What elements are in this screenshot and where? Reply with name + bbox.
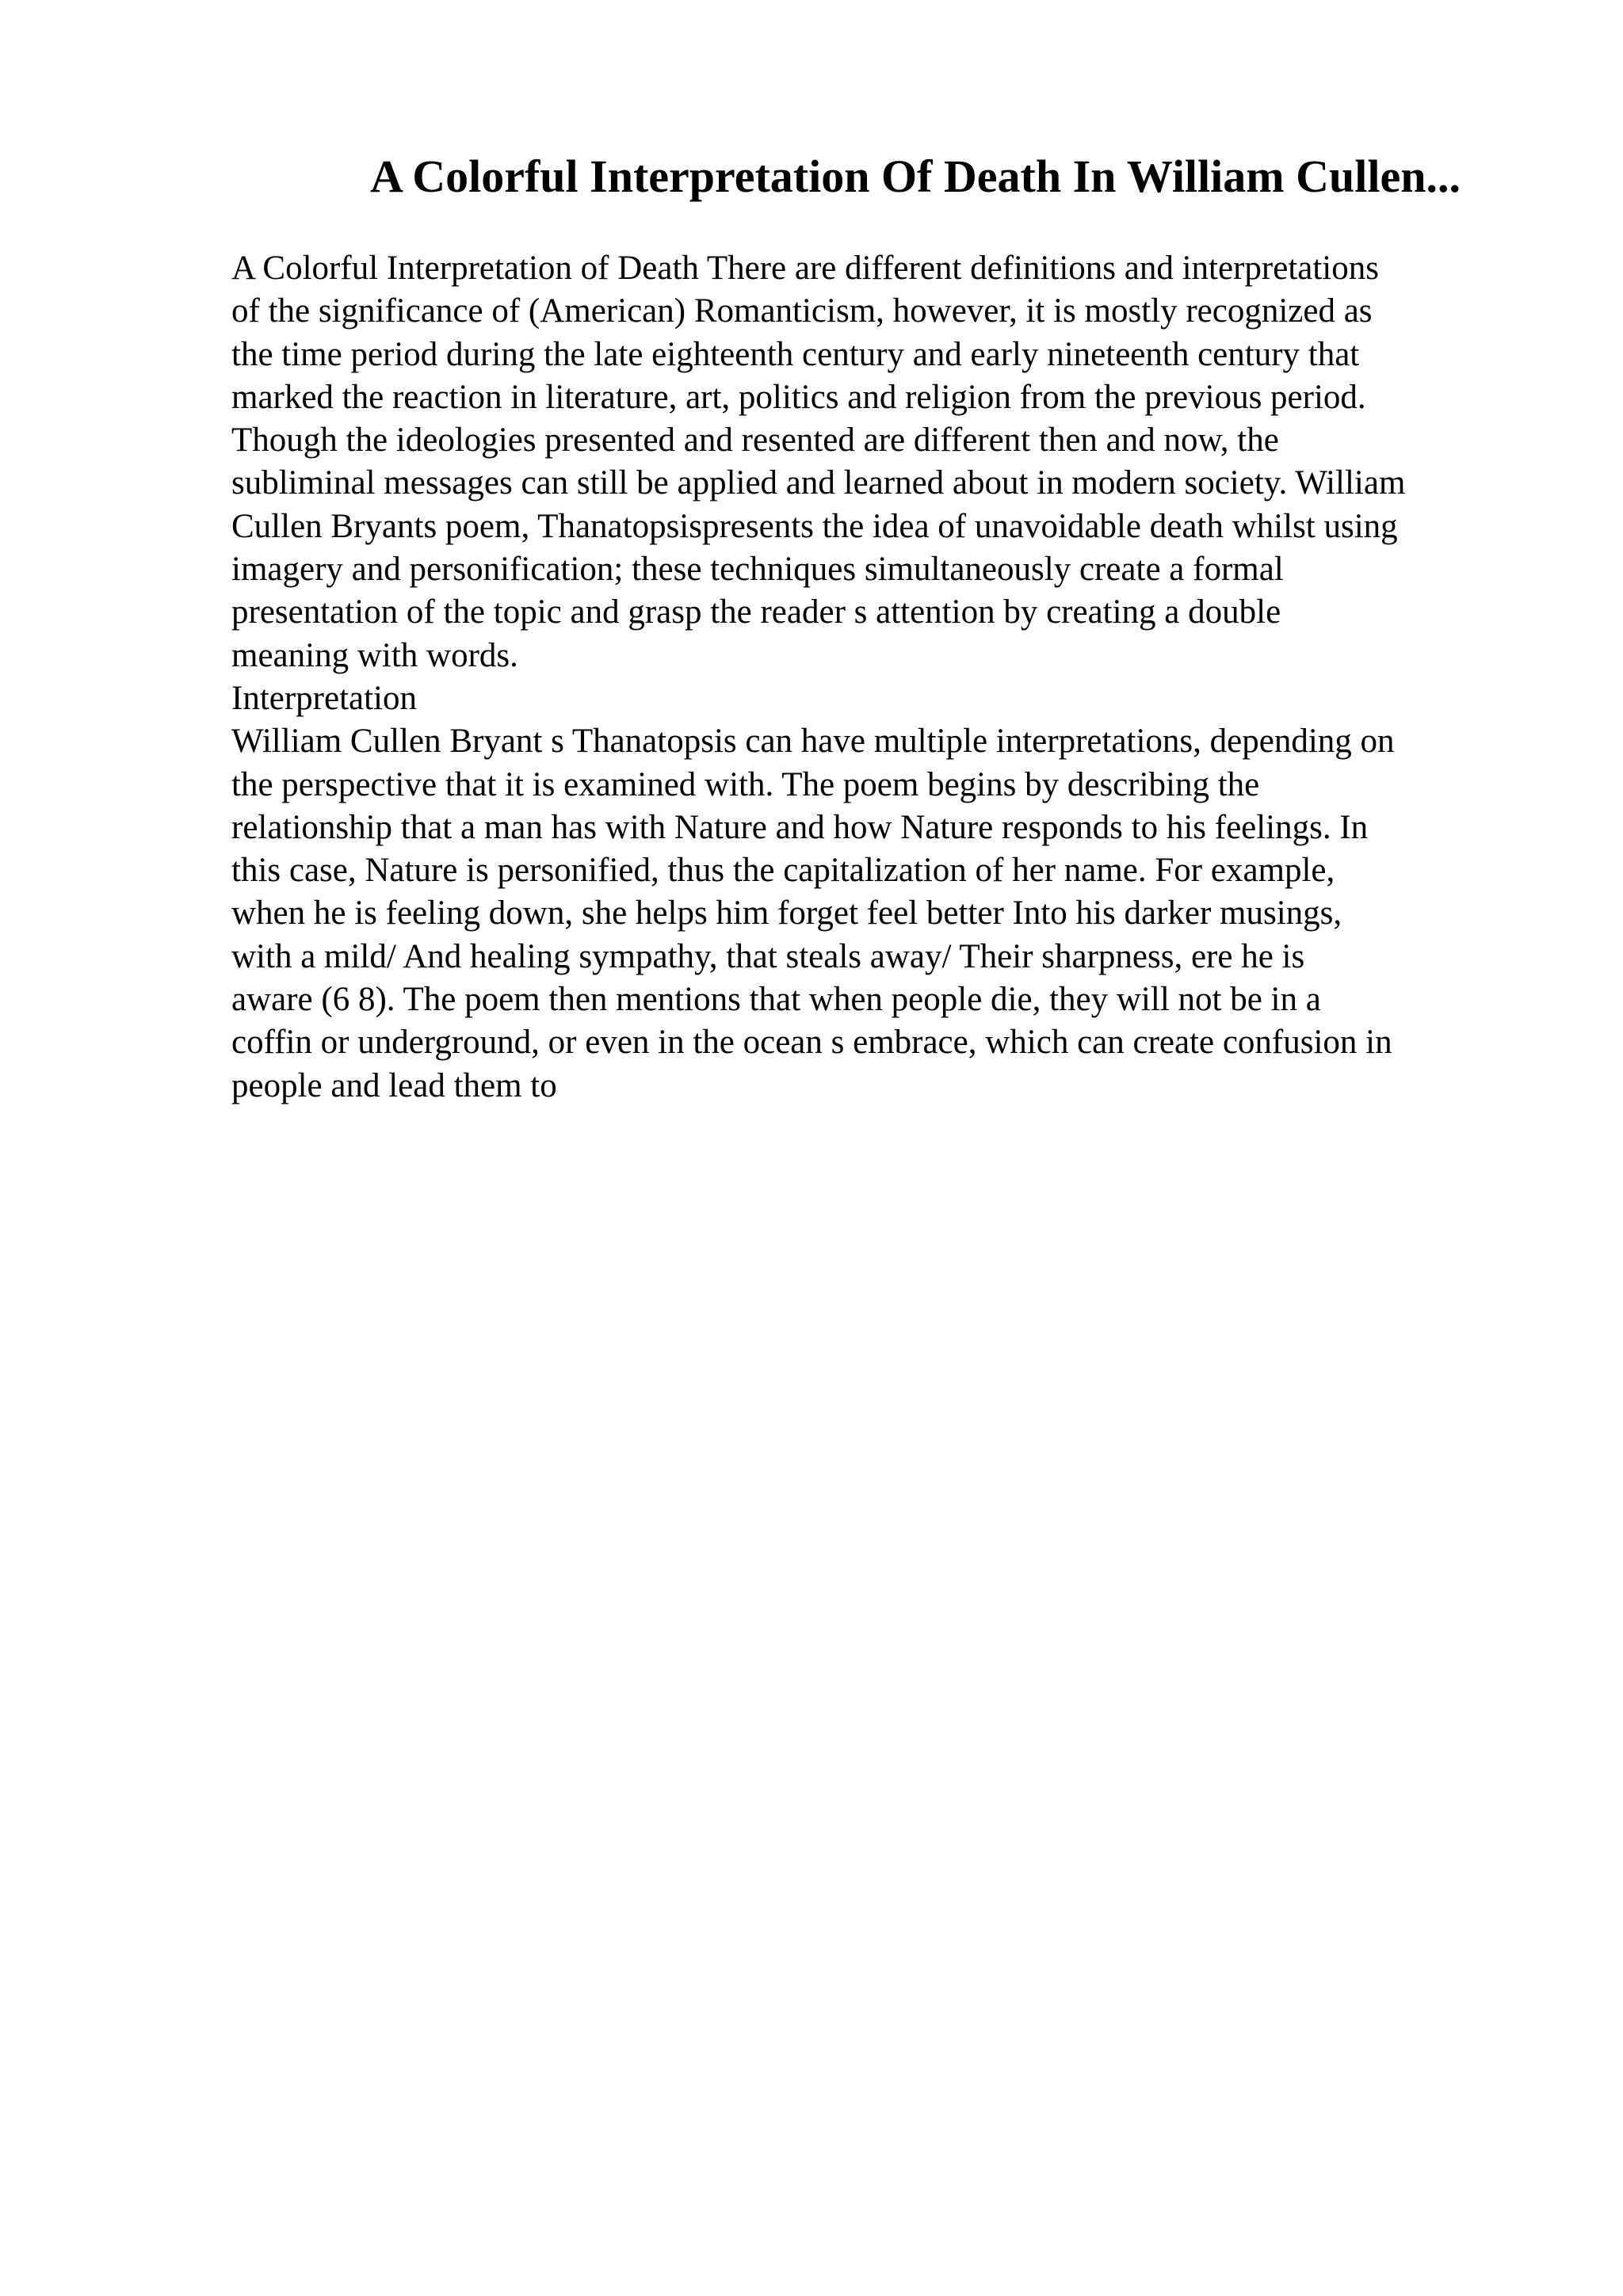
body-line: coffin or underground, or even in the ocean s embrace, which can create confusion in (231, 1024, 1392, 1062)
body-line: people and lead them to (231, 1066, 557, 1104)
body-line: aware (6 8). The poem then mentions that when people die, they will not be in a (231, 981, 1321, 1019)
document-title: A Colorful Interpretation Of Death In William Cullen... (370, 151, 1461, 202)
body-line: the time period during the late eighteenth century and early nineteenth century that (231, 335, 1360, 373)
document-body (231, 247, 1563, 1108)
body-line: this case, Nature is personified, thus the capitalization of her name. For example, (231, 852, 1335, 890)
body-line: the perspective that it is examined with. The poem begins by describing the (231, 765, 1260, 803)
body-line: meaning with words. (231, 636, 518, 674)
body-line: A Colorful Interpretation of Death There are different definitions and interpretations (231, 250, 1379, 287)
body-line: relationship that a man has with Nature and how Nature responds to his feelings. In (231, 808, 1369, 846)
body-line: Though the ideologies presented and resented are different then and now, the (231, 421, 1279, 460)
body-line: when he is feeling down, she helps him forget feel better Into his darker musings, (231, 894, 1342, 933)
body-line: of the significance of (American) Romanticism, however, it is mostly recognized as (231, 292, 1373, 330)
section-heading-interpretation: Interpretation (231, 679, 418, 717)
body-line: imagery and personification; these techniques simultaneously create a formal (231, 551, 1284, 589)
body-line: subliminal messages can still be applied and learned about in modern society. William (231, 464, 1406, 502)
body-line: William Cullen Bryant s Thanatopsis can have multiple interpretations, depending on (231, 723, 1395, 761)
body-line: presentation of the topic and grasp the reader s attention by creating a double (231, 593, 1281, 631)
body-line: marked the reaction in literature, art, politics and religion from the previous period. (231, 378, 1366, 416)
body-line: with a mild/ And healing sympathy, that steals away/ Their sharpness, ere he is (231, 937, 1305, 975)
body-line: Cullen Bryants poem, Thanatopsispresents the idea of unavoidable death whilst using (231, 507, 1398, 545)
